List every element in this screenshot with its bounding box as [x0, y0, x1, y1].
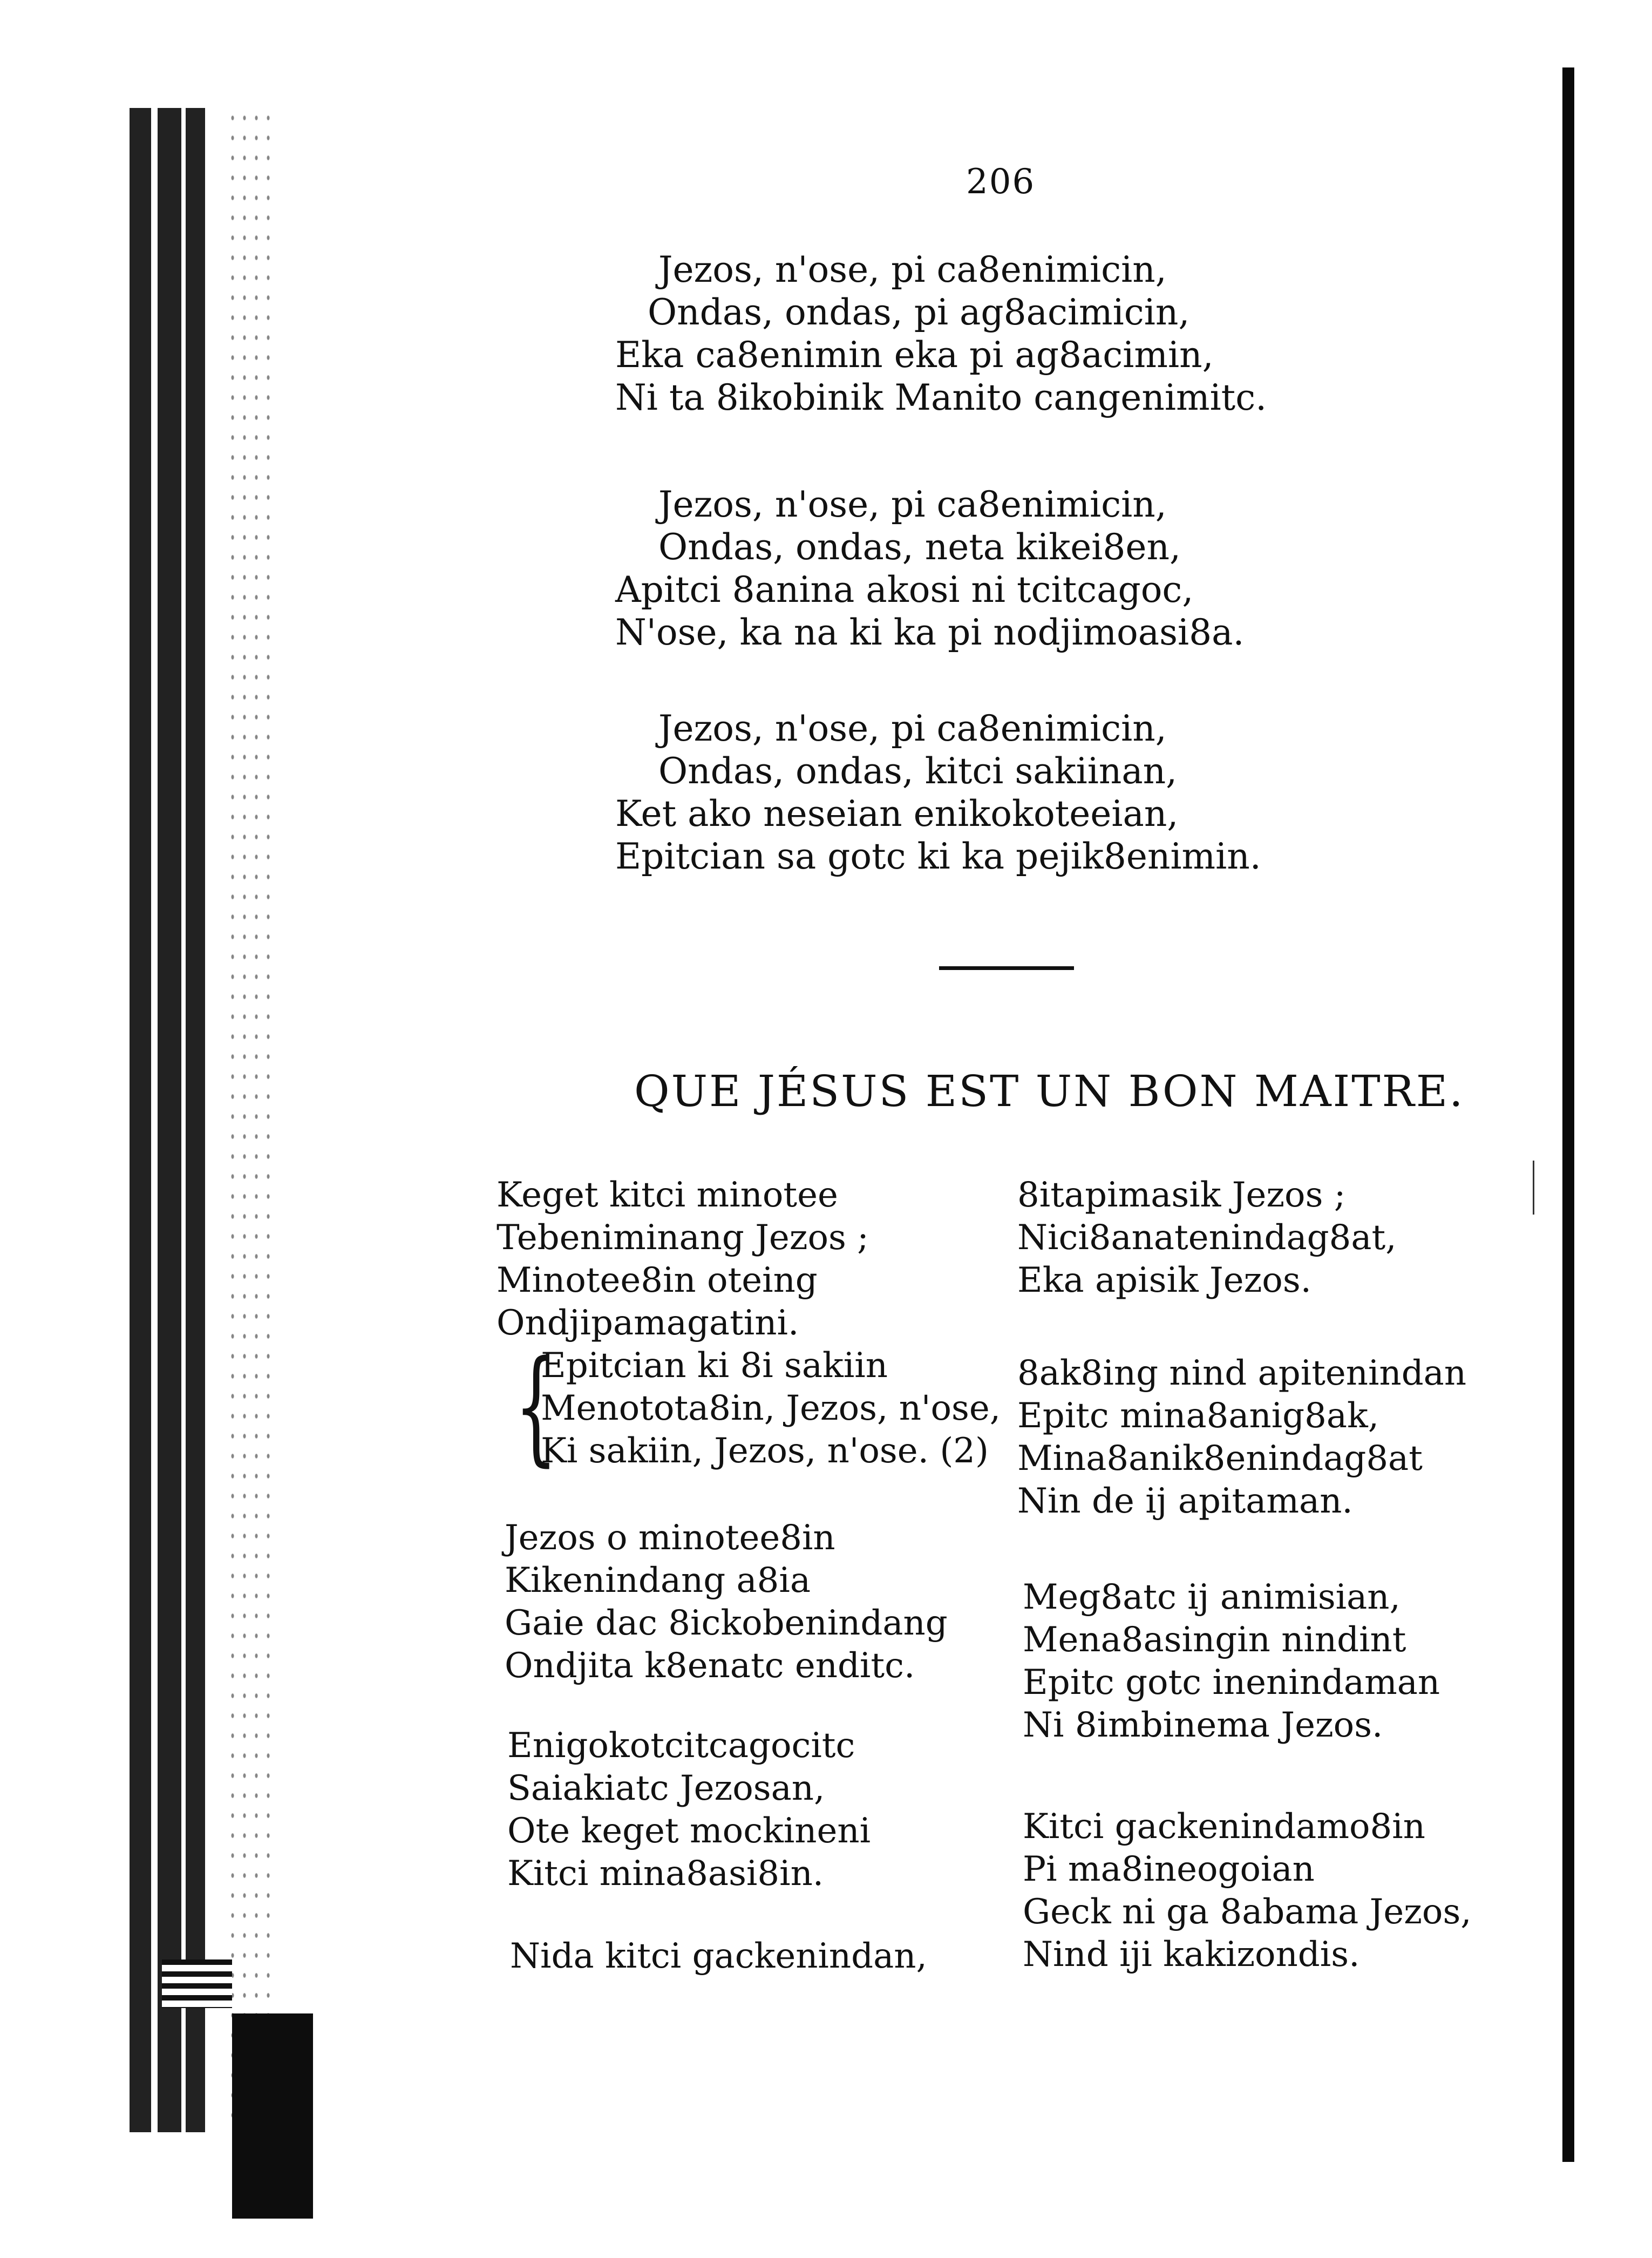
- verse-line: Kikenindang a8ia: [505, 1561, 811, 1601]
- right-margin-mark: [1533, 1161, 1534, 1215]
- verse-line: Meg8atc ij animisian,: [1023, 1577, 1401, 1617]
- verse-line: Enigokotcitcagocitc: [507, 1726, 855, 1766]
- scan-edge-shadow: [130, 108, 227, 2132]
- verse-line: Keget kitci minotee: [497, 1175, 838, 1215]
- verse-line: Eka apisik Jezos.: [1017, 1260, 1311, 1300]
- verse-line: Ondas, ondas, neta kikei8en,: [658, 526, 1181, 568]
- verse-line: Ondjita k8enatc enditc.: [505, 1646, 915, 1686]
- verse-line: Ni ta 8ikobinik Manito cangenimitc.: [615, 377, 1267, 418]
- verse-line: Jezos, n'ose, pi ca8enimicin,: [658, 484, 1167, 525]
- verse-line: Jezos, n'ose, pi ca8enimicin,: [658, 708, 1167, 749]
- verse-line: Nin de ij apitaman.: [1017, 1481, 1353, 1521]
- scan-speckle: [227, 108, 270, 2132]
- brace-glyph: {: [514, 1334, 558, 1479]
- verse-line: Saiakiatc Jezosan,: [507, 1768, 825, 1808]
- stanza-1: [615, 248, 1267, 419]
- scan-edge-block: [232, 2013, 313, 2219]
- refrain: [497, 1334, 1001, 1479]
- left-column-block-4: [510, 1935, 927, 1978]
- right-column-block-4: [1023, 1806, 1472, 1976]
- left-column: [497, 1174, 1001, 1479]
- verse-line: Ket ako neseian enikokoteeian,: [615, 793, 1179, 835]
- stanza-2: [615, 483, 1244, 654]
- verse-line: Epitc gotc inenindaman: [1023, 1663, 1440, 1703]
- verse-line: Nici8anatenindag8at,: [1017, 1218, 1397, 1258]
- verse-line: Ote keget mockineni: [507, 1811, 871, 1851]
- verse-line: Ondas, ondas, pi ag8acimicin,: [648, 291, 1190, 333]
- verse-line: Kitci mina8asi8in.: [507, 1854, 824, 1894]
- verse-line: Mena8asingin nindint: [1023, 1620, 1406, 1660]
- verse-line: Pi ma8ineogoian: [1023, 1849, 1315, 1889]
- verse-line: Eka ca8enimin eka pi ag8acimin,: [615, 334, 1214, 376]
- verse-line: Ondjipamagatini.: [497, 1303, 799, 1343]
- verse-line: N'ose, ka na ki ka pi nodjimoasi8a.: [615, 612, 1245, 653]
- page-number: 206: [966, 162, 1036, 202]
- verse-line: Epitcian ki 8i sakiin: [541, 1346, 888, 1386]
- verse-line: Minotee8in oteing: [497, 1260, 818, 1300]
- verse-line: Mina8anik8enindag8at: [1017, 1439, 1423, 1479]
- verse-line: Ondas, ondas, kitci sakiinan,: [658, 750, 1178, 792]
- verse-line: Tebeniminang Jezos ;: [497, 1218, 869, 1258]
- verse-line: Epitcian sa gotc ki ka pejik8enimin.: [615, 836, 1261, 877]
- scan-edge-lines: [162, 1959, 232, 2008]
- verse-line: 8itapimasik Jezos ;: [1017, 1175, 1346, 1215]
- verse-line: Menotota8in, Jezos, n'ose,: [541, 1388, 1001, 1428]
- verse-line: Ni 8imbinema Jezos.: [1023, 1705, 1383, 1745]
- stanza-3: [615, 707, 1261, 878]
- left-column-block-2: [505, 1517, 948, 1687]
- section-divider: [939, 966, 1074, 970]
- verse-line: Kitci gackenindamo8in: [1023, 1807, 1425, 1847]
- verse-line: Gaie dac 8ickobenindang: [505, 1603, 948, 1643]
- verse-line: Apitci 8anina akosi ni tcitcagoc,: [615, 569, 1194, 611]
- verse-line: Epitc mina8anig8ak,: [1017, 1396, 1379, 1436]
- left-column-block-3: [507, 1725, 871, 1895]
- verse-line: Jezos, n'ose, pi ca8enimicin,: [658, 249, 1167, 290]
- right-column-block-3: [1023, 1576, 1440, 1747]
- verse-line: Nind iji kakizondis.: [1023, 1935, 1360, 1975]
- verse-line: 8ak8ing nind apitenindan: [1017, 1353, 1467, 1393]
- right-margin-rule: [1562, 67, 1574, 2162]
- right-column-block-2: [1017, 1352, 1466, 1523]
- verse-line: Jezos o minotee8in: [505, 1518, 835, 1558]
- verse-line: Geck ni ga 8abama Jezos,: [1023, 1892, 1472, 1932]
- hymn-title: QUE JÉSUS EST UN BON MAITRE.: [634, 1066, 1465, 1116]
- verse-line: Ki sakiin, Jezos, n'ose. (2): [541, 1431, 989, 1471]
- verse-line: Nida kitci gackenindan,: [510, 1936, 927, 1976]
- right-column-block-1: [1017, 1174, 1397, 1302]
